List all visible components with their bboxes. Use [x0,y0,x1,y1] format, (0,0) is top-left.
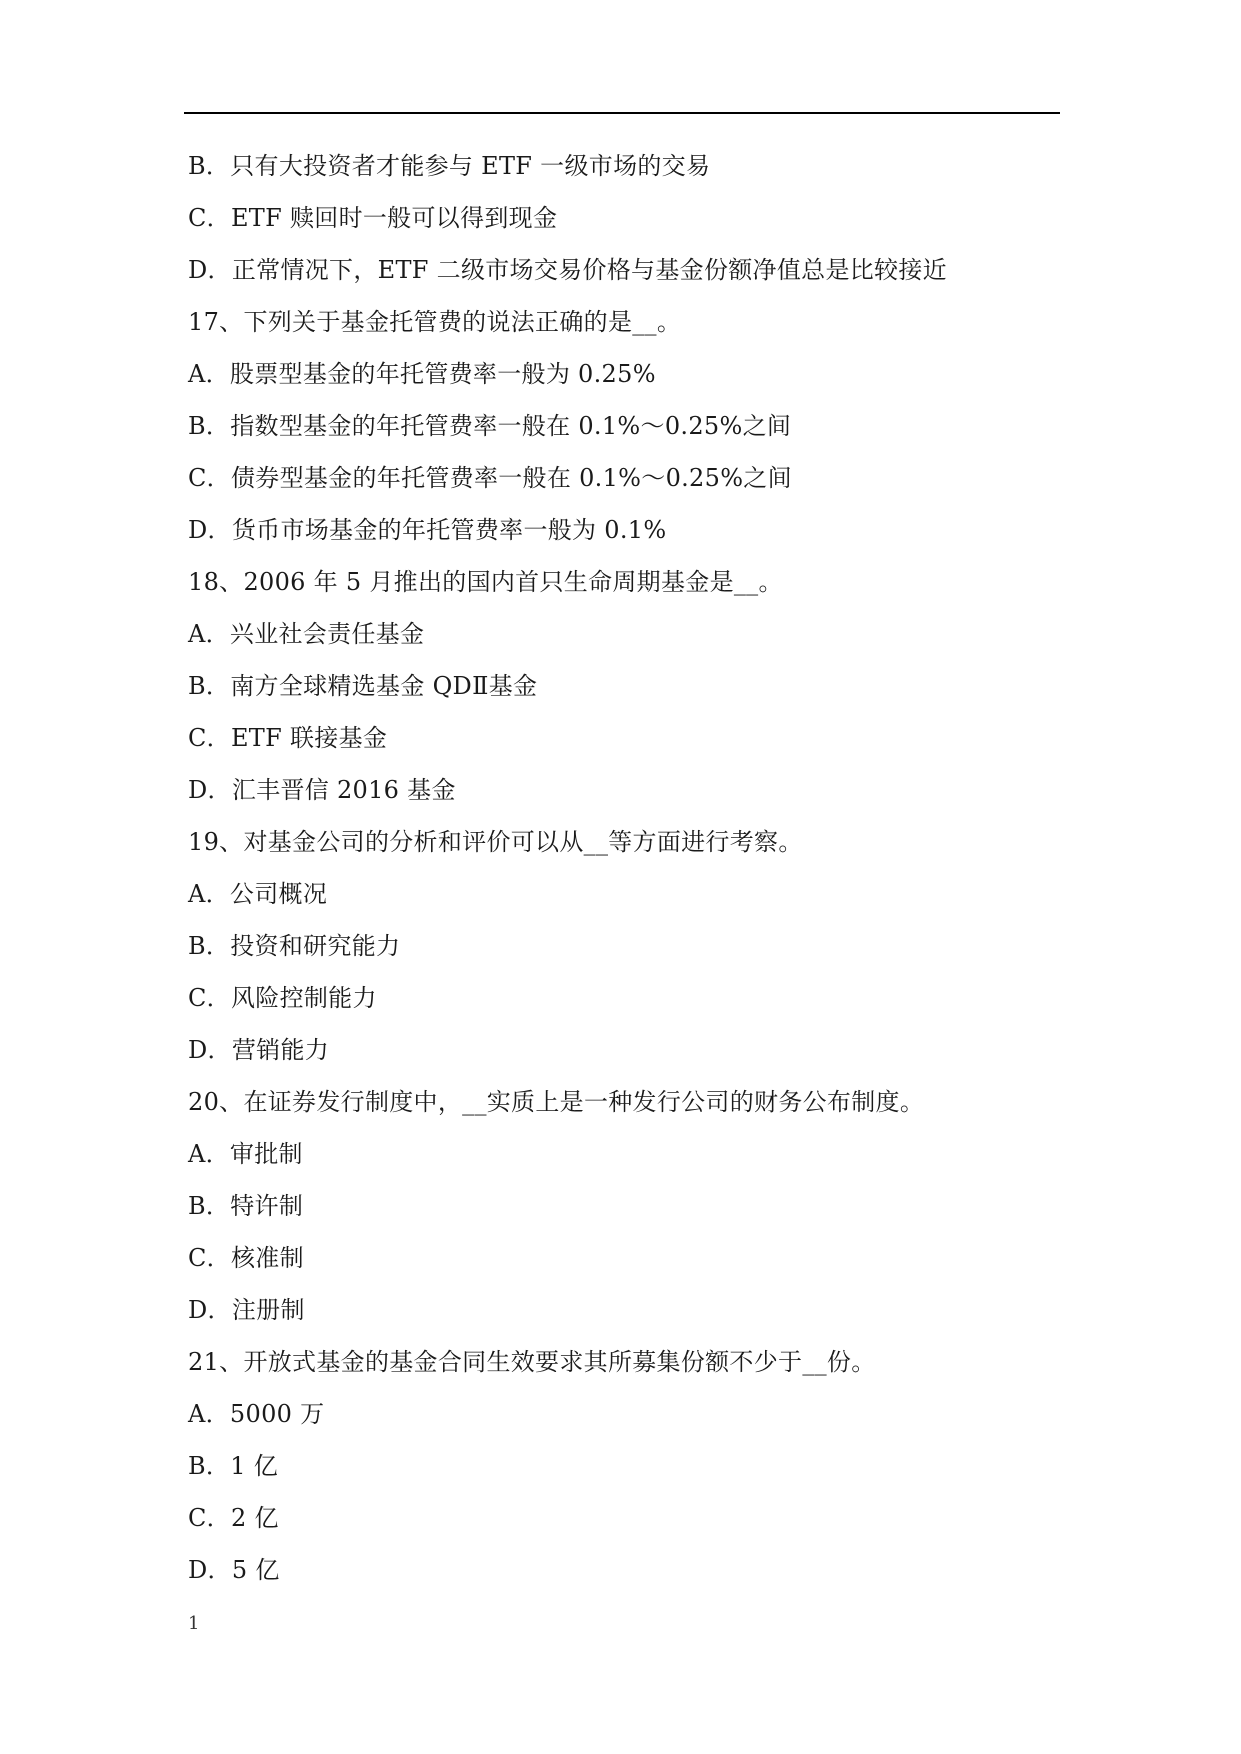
option-line: D．正常情况下，ETF 二级市场交易价格与基金份额净值总是比较接近 [188,256,947,284]
question-line: 20、在证券发行制度中，__实质上是一种发行公司的财务公布制度。 [188,1088,925,1116]
option-line: D．货币市场基金的年托管费率一般为 0.1% [188,516,667,544]
option-line: D．营销能力 [188,1036,330,1064]
question-content [188,149,1048,1605]
option-line: A．公司概况 [188,880,328,908]
option-line: A．5000 万 [188,1400,325,1428]
option-line: D．5 亿 [188,1556,280,1584]
option-line: C．ETF 赎回时一般可以得到现金 [188,204,558,232]
option-line: B．1 亿 [188,1452,279,1480]
option-line: B．南方全球精选基金 QDⅡ基金 [188,672,538,700]
option-line: B．只有大投资者才能参与 ETF 一级市场的交易 [188,152,711,180]
option-line: A．审批制 [188,1140,303,1168]
option-line: B．投资和研究能力 [188,932,401,960]
option-line: C．核准制 [188,1244,304,1272]
page-number: 1 [188,1613,200,1634]
option-line: D．汇丰晋信 2016 基金 [188,776,456,804]
option-line: C．风险控制能力 [188,984,377,1012]
question-line: 17、下列关于基金托管费的说法正确的是__。 [188,308,682,336]
question-line: 19、对基金公司的分析和评价可以从__等方面进行考察。 [188,828,803,856]
option-line: C．ETF 联接基金 [188,724,388,752]
option-line: B．指数型基金的年托管费率一般在 0.1%～0.25%之间 [188,412,792,440]
option-line: D．注册制 [188,1296,305,1324]
option-line: B．特许制 [188,1192,304,1220]
option-line: C．债券型基金的年托管费率一般在 0.1%～0.25%之间 [188,464,792,492]
question-line: 18、2006 年 5 月推出的国内首只生命周期基金是__。 [188,568,783,596]
question-line: 21、开放式基金的基金合同生效要求其所募集份额不少于__份。 [188,1348,876,1376]
option-line: A．股票型基金的年托管费率一般为 0.25% [188,360,656,388]
option-line: A．兴业社会责任基金 [188,620,425,648]
option-line: C．2 亿 [188,1504,279,1532]
header-rule [184,112,1060,114]
